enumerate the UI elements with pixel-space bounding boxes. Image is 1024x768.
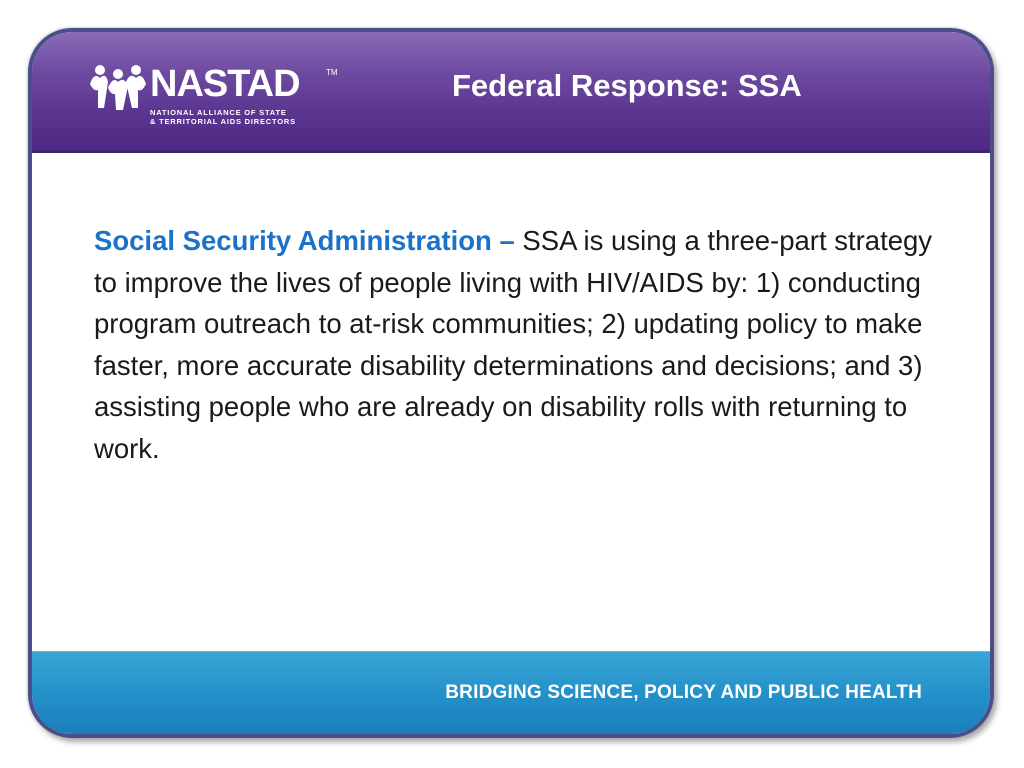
footer-tagline: BRIDGING SCIENCE, POLICY AND PUBLIC HEALTH <box>445 682 922 703</box>
slide-footer <box>32 651 990 734</box>
logo-subtitle: NATIONAL ALLIANCE OF STATE & TERRITORIAL AIDS DIRECTORS <box>150 108 296 126</box>
slide-header <box>32 32 990 153</box>
logo-wordmark: NASTAD <box>150 63 300 105</box>
nastad-logo <box>88 62 338 130</box>
body-lead: Social Security Administration – <box>94 225 515 256</box>
slide-title: Federal Response: SSA <box>452 68 802 103</box>
body-paragraph: SSA is using a three-part strategy to improve the lives of people living with HIV/AIDS by: 1) conducting program outreach to at-risk communities; 2) updating policy to make faster, more accurate disability determinations and decisions; and 3) assisting people who are already on disability rolls with returning to work. <box>94 225 933 464</box>
slide-frame <box>28 28 994 738</box>
logo-trademark: TM <box>326 68 338 77</box>
people-logo-icon <box>88 62 148 112</box>
slide-body <box>94 220 960 469</box>
